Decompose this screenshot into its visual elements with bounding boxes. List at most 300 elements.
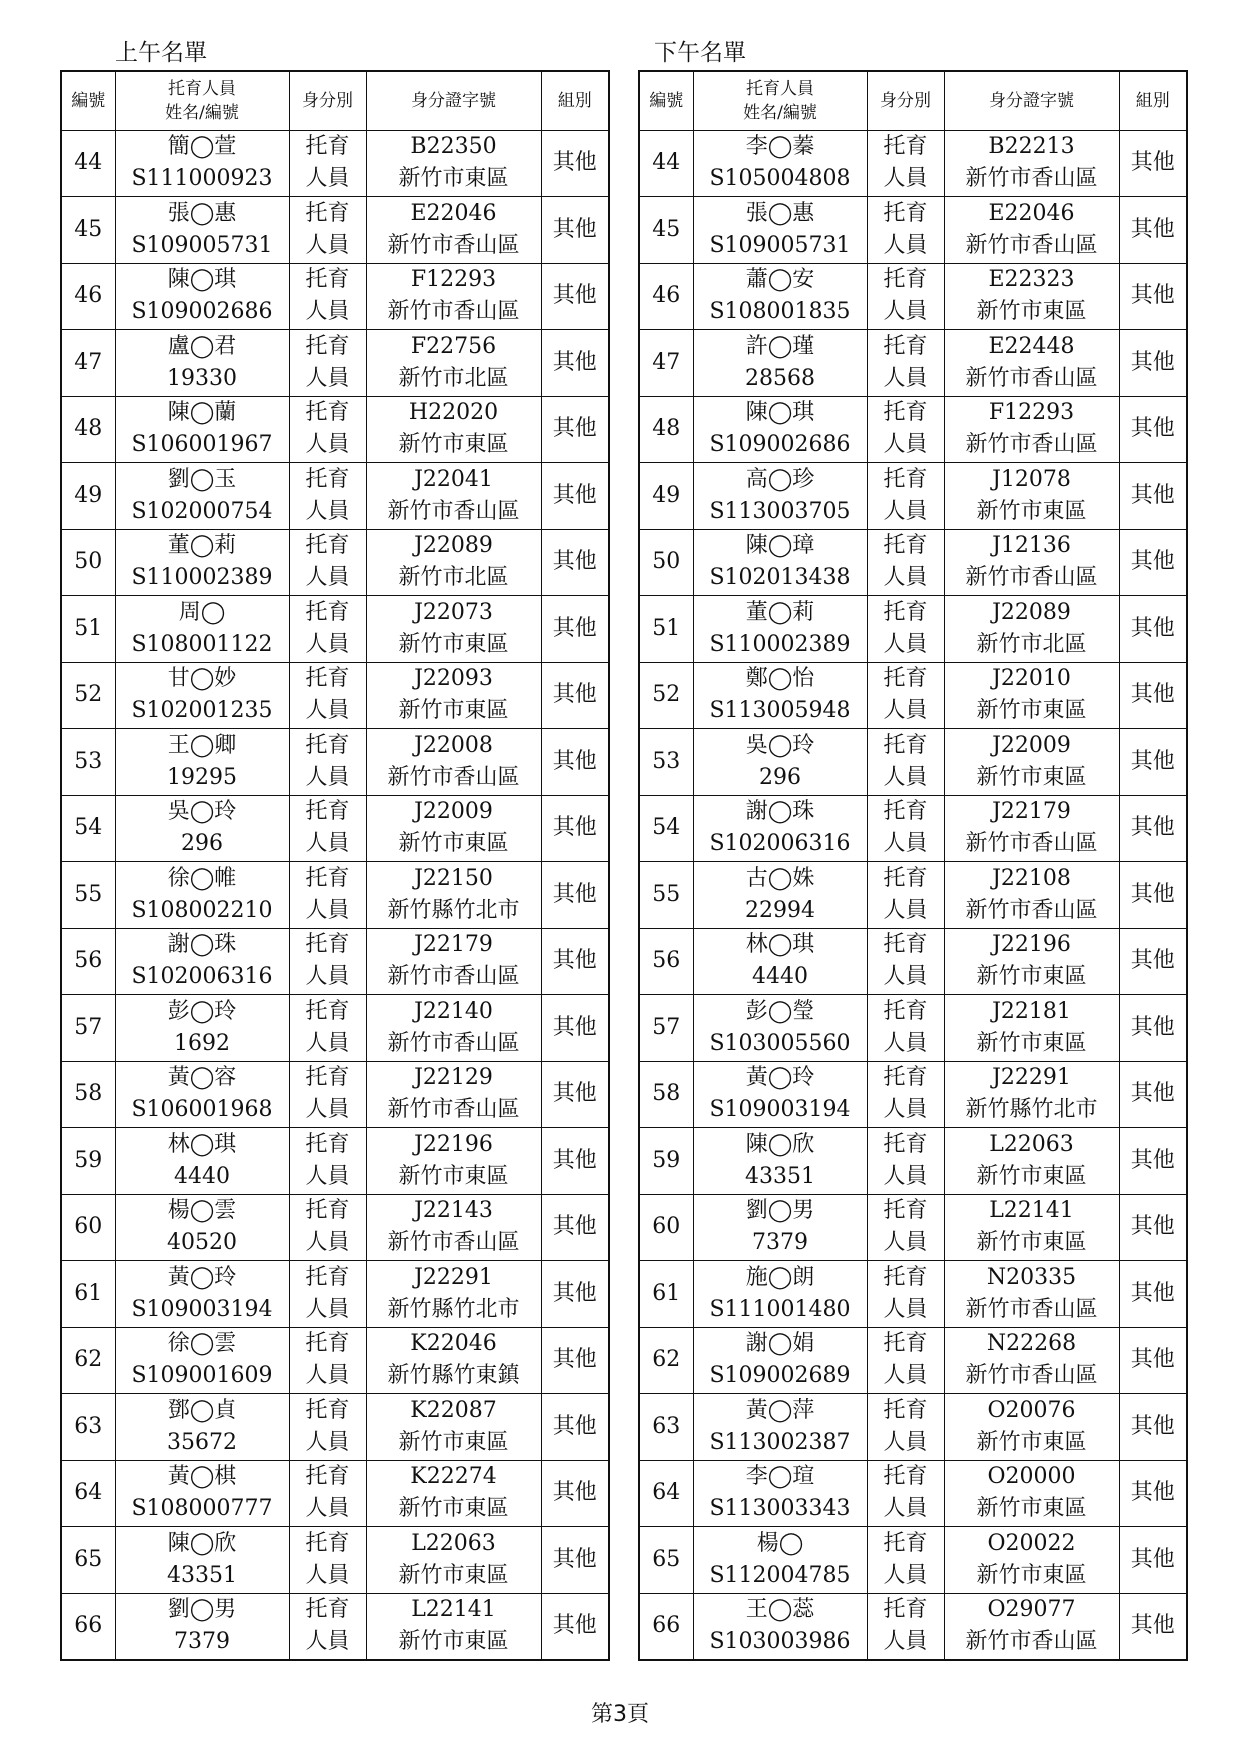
cell-id — [944, 862, 1119, 929]
cell-name-code: S113003343 — [709, 1496, 851, 1522]
cell-role-line2: 人員 — [305, 764, 350, 790]
cell-name-text: 黃◯玲 — [745, 1065, 815, 1091]
cell-name-code: 296 — [181, 831, 223, 857]
cell-role-line2: 人員 — [883, 831, 928, 857]
header-role: 身分別 — [289, 71, 366, 130]
cell-id-area: 新竹市香山區 — [965, 1363, 1098, 1389]
table-header-row — [61, 71, 609, 130]
cell-name-code: S102006316 — [709, 831, 851, 857]
table-row — [639, 529, 1187, 596]
cell-name-code: S109003194 — [131, 1296, 273, 1322]
cell-no: 65 — [639, 1527, 693, 1594]
cell-id-area: 新竹市東區 — [398, 1562, 509, 1588]
afternoon-list — [638, 36, 1186, 1661]
cell-role-line1: 托育 — [305, 1065, 350, 1091]
cell-id-area: 新竹市香山區 — [965, 897, 1098, 923]
cell-no: 49 — [639, 463, 693, 530]
cell-role-line2: 人員 — [883, 1496, 928, 1522]
cell-id-area: 新竹市香山區 — [965, 1296, 1098, 1322]
cell-role — [289, 662, 366, 729]
morning-table-body — [61, 130, 609, 1660]
cell-role — [289, 263, 366, 330]
cell-role-line2: 人員 — [305, 897, 350, 923]
cell-role-line1: 托育 — [883, 533, 928, 559]
cell-id-number: J22108 — [992, 865, 1071, 891]
cell-id-area: 新竹市東區 — [398, 1429, 509, 1455]
cell-group: 其他 — [541, 995, 609, 1062]
cell-role-line2: 人員 — [305, 565, 350, 591]
cell-id-number: L22063 — [989, 1131, 1074, 1157]
cell-id-number: J22129 — [414, 1065, 493, 1091]
cell-no: 45 — [61, 197, 115, 264]
cell-role — [867, 263, 944, 330]
cell-role-line1: 托育 — [883, 1331, 928, 1357]
cell-role-line1: 托育 — [305, 799, 350, 825]
cell-id — [944, 463, 1119, 530]
cell-name-code: S102006316 — [131, 964, 273, 990]
cell-role-line2: 人員 — [883, 1562, 928, 1588]
cell-name-text: 董◯莉 — [167, 533, 237, 559]
cell-id-area: 新竹市香山區 — [965, 1629, 1098, 1654]
table-row — [639, 1460, 1187, 1527]
cell-role — [867, 795, 944, 862]
cell-role — [289, 1194, 366, 1261]
cell-id — [366, 995, 541, 1062]
cell-name-code: S109003194 — [709, 1097, 851, 1123]
cell-no: 61 — [61, 1261, 115, 1328]
cell-id-number: H22020 — [408, 400, 499, 426]
cell-name-text: 張◯惠 — [745, 200, 815, 226]
cell-role-line2: 人員 — [883, 964, 928, 990]
cell-no: 61 — [639, 1261, 693, 1328]
cell-role-line1: 托育 — [305, 932, 350, 958]
cell-no: 51 — [639, 596, 693, 663]
cell-id-area: 新竹市東區 — [398, 1163, 509, 1189]
cell-group: 其他 — [541, 1527, 609, 1594]
cell-role-line1: 托育 — [305, 466, 350, 492]
cell-group: 其他 — [1119, 862, 1187, 929]
cell-no: 64 — [61, 1460, 115, 1527]
morning-list-title: 上午名單 — [115, 40, 207, 66]
cell-name-text: 王◯卿 — [167, 732, 237, 758]
cell-name — [115, 928, 289, 995]
cell-name — [693, 928, 867, 995]
page-number: 第3頁 — [591, 1702, 649, 1727]
cell-id-area: 新竹市東區 — [976, 1562, 1087, 1588]
cell-id — [944, 1194, 1119, 1261]
header-role: 身分別 — [867, 71, 944, 130]
cell-name-code: S103003986 — [709, 1629, 851, 1654]
cell-role — [289, 1527, 366, 1594]
cell-id-number: J22140 — [414, 998, 493, 1024]
cell-name-code: S109005731 — [709, 232, 851, 258]
cell-role — [867, 1128, 944, 1195]
cell-name-text: 吳◯玲 — [745, 732, 815, 758]
cell-name-text: 古◯姝 — [745, 865, 815, 891]
cell-group: 其他 — [1119, 662, 1187, 729]
cell-role — [867, 330, 944, 397]
cell-name — [693, 795, 867, 862]
cell-no: 50 — [61, 529, 115, 596]
cell-name-text: 李◯瑄 — [745, 1464, 815, 1490]
cell-id-number: J22041 — [414, 466, 493, 492]
cell-id — [944, 1061, 1119, 1128]
table-row — [61, 928, 609, 995]
cell-role-line1: 托育 — [305, 1131, 350, 1157]
cell-role — [867, 862, 944, 929]
table-row — [639, 396, 1187, 463]
cell-id-area: 新竹市香山區 — [965, 166, 1098, 192]
cell-name — [693, 1593, 867, 1660]
cell-role — [867, 1061, 944, 1128]
cell-id-area: 新竹市東區 — [976, 964, 1087, 990]
cell-id-area: 新竹市東區 — [398, 831, 509, 857]
cell-id-area: 新竹市東區 — [398, 166, 509, 192]
cell-role-line2: 人員 — [883, 365, 928, 391]
cell-role-line1: 托育 — [305, 666, 350, 692]
cell-id-area: 新竹縣竹北市 — [387, 1296, 520, 1322]
cell-name — [115, 1128, 289, 1195]
cell-role-line1: 托育 — [883, 1264, 928, 1290]
cell-role — [289, 1460, 366, 1527]
cell-name — [115, 995, 289, 1062]
cell-role-line1: 托育 — [883, 1131, 928, 1157]
cell-name — [115, 1194, 289, 1261]
cell-name-text: 鄭◯怡 — [745, 666, 815, 692]
cell-id-area: 新竹市東區 — [398, 698, 509, 724]
cell-id-number: J22179 — [992, 799, 1071, 825]
cell-group: 其他 — [1119, 1394, 1187, 1461]
cell-name — [693, 330, 867, 397]
cell-no: 54 — [639, 795, 693, 862]
cell-id-area: 新竹市北區 — [976, 631, 1087, 657]
cell-group: 其他 — [541, 662, 609, 729]
table-row — [639, 330, 1187, 397]
cell-id — [366, 463, 541, 530]
header-name-line2: 姓名/編號 — [743, 102, 817, 123]
cell-name-code: S106001967 — [131, 432, 273, 458]
cell-id — [366, 862, 541, 929]
cell-id-number: J22181 — [992, 998, 1071, 1024]
cell-role — [289, 396, 366, 463]
cell-role-line1: 托育 — [883, 998, 928, 1024]
cell-name-text: 徐◯帷 — [167, 865, 237, 891]
cell-id-number: O20000 — [987, 1464, 1076, 1490]
cell-name-code: S108001835 — [709, 299, 851, 325]
table-row — [61, 463, 609, 530]
table-row — [639, 1593, 1187, 1660]
cell-role — [289, 729, 366, 796]
cell-id-area: 新竹縣竹東鎮 — [387, 1363, 520, 1389]
cell-name-text: 劉◯男 — [745, 1198, 815, 1224]
cell-id-number: J12136 — [992, 533, 1071, 559]
cell-name-text: 陳◯欣 — [745, 1131, 815, 1157]
cell-name-code: S102013438 — [709, 565, 851, 591]
header-name-line2: 姓名/編號 — [165, 102, 239, 123]
cell-name-code: S103005560 — [709, 1030, 851, 1056]
cell-group: 其他 — [1119, 1327, 1187, 1394]
table-row — [61, 995, 609, 1062]
cell-role — [867, 396, 944, 463]
cell-no: 47 — [61, 330, 115, 397]
table-row — [639, 263, 1187, 330]
cell-group: 其他 — [541, 1593, 609, 1660]
cell-id-area: 新竹市香山區 — [387, 299, 520, 325]
cell-role-line2: 人員 — [305, 964, 350, 990]
table-row — [61, 529, 609, 596]
cell-id-number: F12293 — [410, 267, 497, 293]
cell-no: 58 — [639, 1061, 693, 1128]
cell-id-area: 新竹市東區 — [976, 498, 1087, 524]
cell-name-text: 陳◯璋 — [745, 533, 815, 559]
cell-name — [693, 1460, 867, 1527]
cell-group: 其他 — [541, 197, 609, 264]
cell-name — [115, 529, 289, 596]
cell-name-text: 高◯珍 — [745, 466, 815, 492]
cell-role-line1: 托育 — [883, 134, 928, 160]
cell-group: 其他 — [1119, 130, 1187, 197]
cell-role-line1: 托育 — [305, 1331, 350, 1357]
cell-role — [289, 995, 366, 1062]
cell-name-text: 徐◯雲 — [167, 1331, 237, 1357]
cell-role — [289, 463, 366, 530]
cell-id — [366, 197, 541, 264]
cell-role-line1: 托育 — [305, 1264, 350, 1290]
cell-id-area: 新竹市香山區 — [965, 232, 1098, 258]
cell-role-line1: 托育 — [305, 1464, 350, 1490]
cell-role — [867, 197, 944, 264]
cell-role-line2: 人員 — [883, 1629, 928, 1654]
cell-role-line2: 人員 — [305, 232, 350, 258]
cell-name-text: 林◯琪 — [745, 932, 815, 958]
table-row — [639, 130, 1187, 197]
cell-id-number: F22756 — [410, 333, 497, 359]
cell-role — [867, 928, 944, 995]
cell-group: 其他 — [1119, 1128, 1187, 1195]
cell-name — [115, 130, 289, 197]
cell-name-text: 陳◯蘭 — [167, 400, 237, 426]
cell-group: 其他 — [541, 529, 609, 596]
cell-name — [115, 862, 289, 929]
cell-role-line2: 人員 — [883, 1230, 928, 1256]
cell-role-line2: 人員 — [883, 764, 928, 790]
cell-group: 其他 — [1119, 1593, 1187, 1660]
cell-name — [115, 596, 289, 663]
cell-id — [366, 130, 541, 197]
cell-name-text: 陳◯琪 — [167, 267, 237, 293]
cell-id-area: 新竹市香山區 — [965, 365, 1098, 391]
cell-role-line2: 人員 — [305, 831, 350, 857]
cell-id-number: J22073 — [414, 599, 493, 625]
cell-role — [289, 862, 366, 929]
cell-name-code: S105004808 — [709, 166, 851, 192]
cell-id — [944, 130, 1119, 197]
cell-role-line1: 托育 — [883, 865, 928, 891]
cell-role-line1: 托育 — [883, 1065, 928, 1091]
cell-role-line2: 人員 — [305, 1163, 350, 1189]
table-row — [639, 197, 1187, 264]
table-row — [61, 1128, 609, 1195]
cell-name-text: 黃◯容 — [167, 1065, 237, 1091]
cell-id-number: L22141 — [411, 1597, 496, 1622]
cell-id-number: L22141 — [989, 1198, 1074, 1224]
cell-no: 62 — [639, 1327, 693, 1394]
cell-no: 53 — [61, 729, 115, 796]
cell-group: 其他 — [541, 928, 609, 995]
cell-id — [366, 1394, 541, 1461]
cell-name-code: S109005731 — [131, 232, 273, 258]
cell-name — [115, 263, 289, 330]
cell-role — [289, 795, 366, 862]
cell-id-area: 新竹市東區 — [976, 698, 1087, 724]
cell-group: 其他 — [541, 1460, 609, 1527]
cell-role-line1: 托育 — [305, 333, 350, 359]
cell-role-line2: 人員 — [883, 432, 928, 458]
cell-id-area: 新竹市香山區 — [387, 1097, 520, 1123]
cell-name — [115, 795, 289, 862]
cell-role — [867, 1327, 944, 1394]
cell-id-number: E22046 — [410, 200, 497, 226]
cell-role-line2: 人員 — [305, 1562, 350, 1588]
cell-no: 59 — [61, 1128, 115, 1195]
cell-role-line1: 托育 — [883, 400, 928, 426]
table-header-row — [639, 71, 1187, 130]
cell-id — [366, 1460, 541, 1527]
cell-id — [366, 1527, 541, 1594]
cell-no: 47 — [639, 330, 693, 397]
header-name-line1: 托育人員 — [168, 78, 236, 99]
cell-name-code: 28568 — [745, 365, 815, 391]
cell-id — [366, 1327, 541, 1394]
cell-id-number: J22008 — [414, 732, 493, 758]
cell-name — [693, 463, 867, 530]
cell-role — [867, 995, 944, 1062]
table-row — [639, 596, 1187, 663]
table-row — [639, 1261, 1187, 1328]
cell-name-text: 謝◯珠 — [167, 932, 237, 958]
table-row — [61, 1194, 609, 1261]
cell-id — [944, 396, 1119, 463]
cell-name-text: 周◯ — [178, 599, 226, 625]
cell-name-code: 4440 — [174, 1163, 230, 1189]
cell-name-code: 35672 — [167, 1429, 237, 1455]
cell-group: 其他 — [1119, 596, 1187, 663]
cell-name-code: 43351 — [167, 1562, 237, 1588]
cell-id-number: K22046 — [410, 1331, 497, 1357]
cell-id-area: 新竹市東區 — [398, 1496, 509, 1522]
cell-name-code: S110002389 — [131, 565, 273, 591]
cell-group: 其他 — [1119, 729, 1187, 796]
cell-role-line1: 托育 — [883, 732, 928, 758]
cell-id-area: 新竹市東區 — [976, 299, 1087, 325]
cell-group: 其他 — [541, 1261, 609, 1328]
cell-group: 其他 — [1119, 1527, 1187, 1594]
cell-name — [115, 463, 289, 530]
table-row — [61, 1527, 609, 1594]
cell-id — [366, 396, 541, 463]
cell-id-area: 新竹市東區 — [398, 432, 509, 458]
table-row — [639, 1128, 1187, 1195]
cell-role-line2: 人員 — [883, 1296, 928, 1322]
cell-role-line1: 托育 — [305, 267, 350, 293]
table-row — [61, 197, 609, 264]
cell-name — [115, 1061, 289, 1128]
cell-name-code: 4440 — [752, 964, 808, 990]
cell-role-line2: 人員 — [305, 698, 350, 724]
header-group: 組別 — [1119, 71, 1187, 130]
cell-name-text: 謝◯娟 — [745, 1331, 815, 1357]
cell-group: 其他 — [1119, 197, 1187, 264]
cell-id — [366, 1061, 541, 1128]
cell-name — [693, 1527, 867, 1594]
cell-group: 其他 — [541, 1061, 609, 1128]
cell-role-line2: 人員 — [305, 1097, 350, 1123]
cell-id-area: 新竹市北區 — [398, 565, 509, 591]
cell-id-number: O20076 — [987, 1397, 1076, 1423]
cell-id — [944, 995, 1119, 1062]
cell-role-line2: 人員 — [883, 1030, 928, 1056]
cell-role-line2: 人員 — [305, 1363, 350, 1389]
cell-id — [366, 928, 541, 995]
cell-name-text: 黃◯棋 — [167, 1464, 237, 1490]
cell-role — [289, 1327, 366, 1394]
cell-role-line1: 托育 — [883, 1198, 928, 1224]
cell-role-line1: 托育 — [883, 666, 928, 692]
cell-role-line1: 托育 — [305, 732, 350, 758]
cell-no: 60 — [639, 1194, 693, 1261]
cell-role-line2: 人員 — [305, 432, 350, 458]
cell-name-code: S108001122 — [131, 631, 273, 657]
cell-role-line2: 人員 — [305, 1629, 350, 1654]
table-row — [61, 862, 609, 929]
cell-no: 66 — [61, 1593, 115, 1660]
cell-id-number: K22087 — [410, 1397, 497, 1423]
cell-role-line1: 托育 — [883, 932, 928, 958]
afternoon-table — [638, 70, 1188, 1661]
cell-name-code: S109001609 — [131, 1363, 273, 1389]
cell-role-line1: 托育 — [883, 333, 928, 359]
cell-role-line2: 人員 — [305, 166, 350, 192]
table-row — [61, 795, 609, 862]
cell-no: 62 — [61, 1327, 115, 1394]
table-row — [639, 463, 1187, 530]
cell-name — [115, 1593, 289, 1660]
cell-id-area: 新竹市香山區 — [387, 232, 520, 258]
cell-name-text: 簡◯萱 — [167, 134, 237, 160]
cell-role-line1: 托育 — [883, 1530, 928, 1556]
cell-name-text: 林◯琪 — [167, 1131, 237, 1157]
cell-group: 其他 — [541, 596, 609, 663]
cell-role — [867, 1194, 944, 1261]
cell-role-line2: 人員 — [305, 631, 350, 657]
afternoon-table-body — [639, 130, 1187, 1660]
cell-name-text: 王◯蕊 — [745, 1597, 815, 1622]
cell-name-text: 劉◯玉 — [167, 466, 237, 492]
cell-id-number: J22150 — [414, 865, 493, 891]
cell-no: 55 — [61, 862, 115, 929]
cell-group: 其他 — [541, 263, 609, 330]
cell-role — [289, 1261, 366, 1328]
cell-id — [944, 795, 1119, 862]
cell-no: 49 — [61, 463, 115, 530]
cell-role-line2: 人員 — [305, 1496, 350, 1522]
cell-role — [867, 130, 944, 197]
cell-role — [289, 1593, 366, 1660]
cell-role-line1: 托育 — [883, 200, 928, 226]
cell-role-line2: 人員 — [305, 365, 350, 391]
cell-role — [867, 1527, 944, 1594]
cell-name — [115, 1327, 289, 1394]
